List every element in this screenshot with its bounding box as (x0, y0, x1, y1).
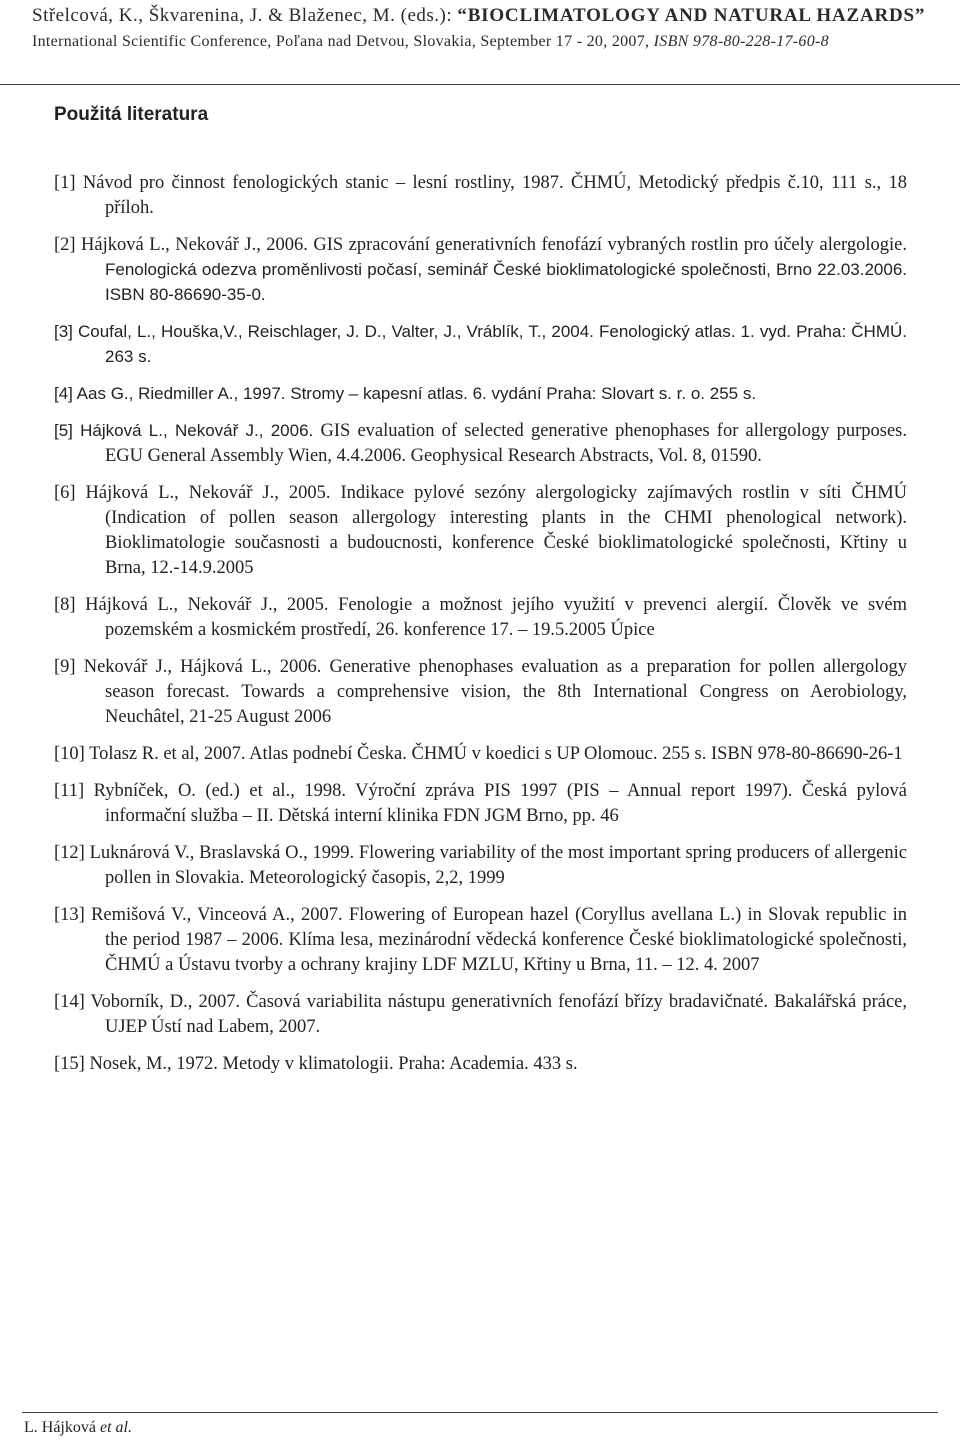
reference-text: [10] Tolasz R. et al, 2007. Atlas podnebí Česka. ČHMÚ v koedici s UP Olomouc. 255 s. ISBN 978-80-86690-26-1 (54, 744, 903, 764)
reference-item (54, 170, 907, 220)
running-footer (24, 1419, 132, 1437)
reference-text: [9] Nekovář J., Hájková L., 2006. Generative phenophases evaluation as a preparation for pollen allergology season forecast. Towards a comprehensive vision, the 8th International Congress on Aerobiology, Neuchâtel, 21-25 August 2006 (54, 657, 907, 727)
header-citation-line (32, 5, 925, 27)
reference-item (54, 654, 907, 729)
reference-item (54, 778, 907, 828)
reference-item (54, 319, 907, 369)
reference-item (54, 840, 907, 890)
footer-rule (22, 1412, 938, 1413)
header-editors: Střelcová, K., Škvarenina, J. & Blaženec, M. (eds.): (32, 5, 458, 26)
reference-item (54, 381, 907, 406)
reference-text: [14] Voborník, D., 2007. Časová variabilita nástupu generativních fenofází břízy bradavičnaté. Bakalářská práce, UJEP Ústí nad Labem, 2007. (54, 992, 907, 1037)
reference-text: [13] Remišová V., Vinceová A., 2007. Flowering of European hazel (Coryllus avellana L.) in Slovak republic in the period 1987 – 2006. Klíma lesa, mezinárodní vědecká konference České bioklimatologické společnosti, ČHMÚ a Ústavu tvorby a ochrany krajiny LDF MZLU, Křtiny u Brna, 11. – 12. 4. 2007 (54, 905, 907, 975)
reference-text: GIS evaluation of selected generative phenophases for allergology purposes. EGU General Assembly Wien, 4.4.2006. Geophysical Research Abstracts, Vol. 8, 01590. (105, 421, 907, 466)
reference-text: [5] Hájková L., Nekovář J., 2006. (54, 421, 321, 440)
reference-list (54, 170, 907, 1088)
header-isbn: ISBN 978-80-228-17-60-8 (653, 33, 829, 50)
reference-text: [15] Nosek, M., 1972. Metody v klimatologii. Praha: Academia. 433 s. (54, 1054, 578, 1074)
footer-author: L. Hájková (24, 1419, 100, 1436)
reference-item (54, 480, 907, 580)
reference-item (54, 418, 907, 468)
reference-text: [2] Hájková L., Nekovář J., 2006. GIS zpracování generativních fenofází vybraných rostlin pro účely alergologie. (54, 235, 907, 255)
reference-item (54, 741, 907, 766)
reference-item (54, 592, 907, 642)
reference-item (54, 1051, 907, 1076)
header-conference-info: International Scientific Conference, Poľana nad Detvou, Slovakia, September 17 - 20, 2007, (32, 33, 654, 50)
reference-item (54, 232, 907, 307)
reference-text: Fenologická odezva proměnlivosti počasí, seminář České bioklimatologické společnosti, Brno 22.03.2006. ISBN 80-86690-35-0. (105, 260, 907, 304)
reference-item (54, 989, 907, 1039)
reference-text: [8] Hájková L., Nekovář J., 2005. Fenologie a možnost jejího využití v prevenci alergií. Člověk ve svém pozemském a kosmickém prostředí, 26. konference 17. – 19.5.2005 Úpice (54, 595, 907, 640)
reference-text: [1] Návod pro činnost fenologických stanic – lesní rostliny, 1987. ČHMÚ, Metodický předpis č.10, 111 s., 18 příloh. (54, 173, 907, 218)
running-header (0, 0, 960, 85)
header-conference-line (32, 33, 829, 51)
footer-et-al: et al. (99, 1419, 132, 1436)
reference-item (54, 902, 907, 977)
reference-text: [12] Luknárová V., Braslavská O., 1999. Flowering variability of the most important spring producers of allergenic pollen in Slovakia. Meteorologický časopis, 2,2, 1999 (54, 843, 907, 888)
reference-text: [4] Aas G., Riedmiller A., 1997. Stromy – kapesní atlas. 6. vydání Praha: Slovart s. r. o. 255 s. (54, 384, 757, 403)
header-conference-title: “BIOCLIMATOLOGY AND NATURAL HAZARDS” (457, 5, 926, 26)
reference-text: Indikace pylové sezóny alergologicky zajímavých rostlin v síti ČHMÚ (Indication of pollen season allergology interesting plants in the CHMI phenological network). Bioklimatologie současnosti a budoucnosti, konference České bioklimatologické společnosti, Křtiny u Brna, 12.-14.9.2005 (105, 483, 908, 578)
reference-text: [3] Coufal, L., Houška,V., Reischlager, J. D., Valter, J., Vráblík, T., 2004. Fenologický atlas. 1. vyd. Praha: ČHMÚ. 263 s. (54, 322, 907, 366)
section-title: Použitá literatura (54, 104, 209, 125)
reference-text: [11] Rybníček, O. (ed.) et al., 1998. Výroční zpráva PIS 1997 (PIS – Annual report 1997). Česká pylová informační služba – II. Dětská interní klinika FDN JGM Brno, pp. 46 (54, 781, 907, 826)
reference-text: [6] Hájková L., Nekovář J., 2005. (54, 483, 341, 503)
